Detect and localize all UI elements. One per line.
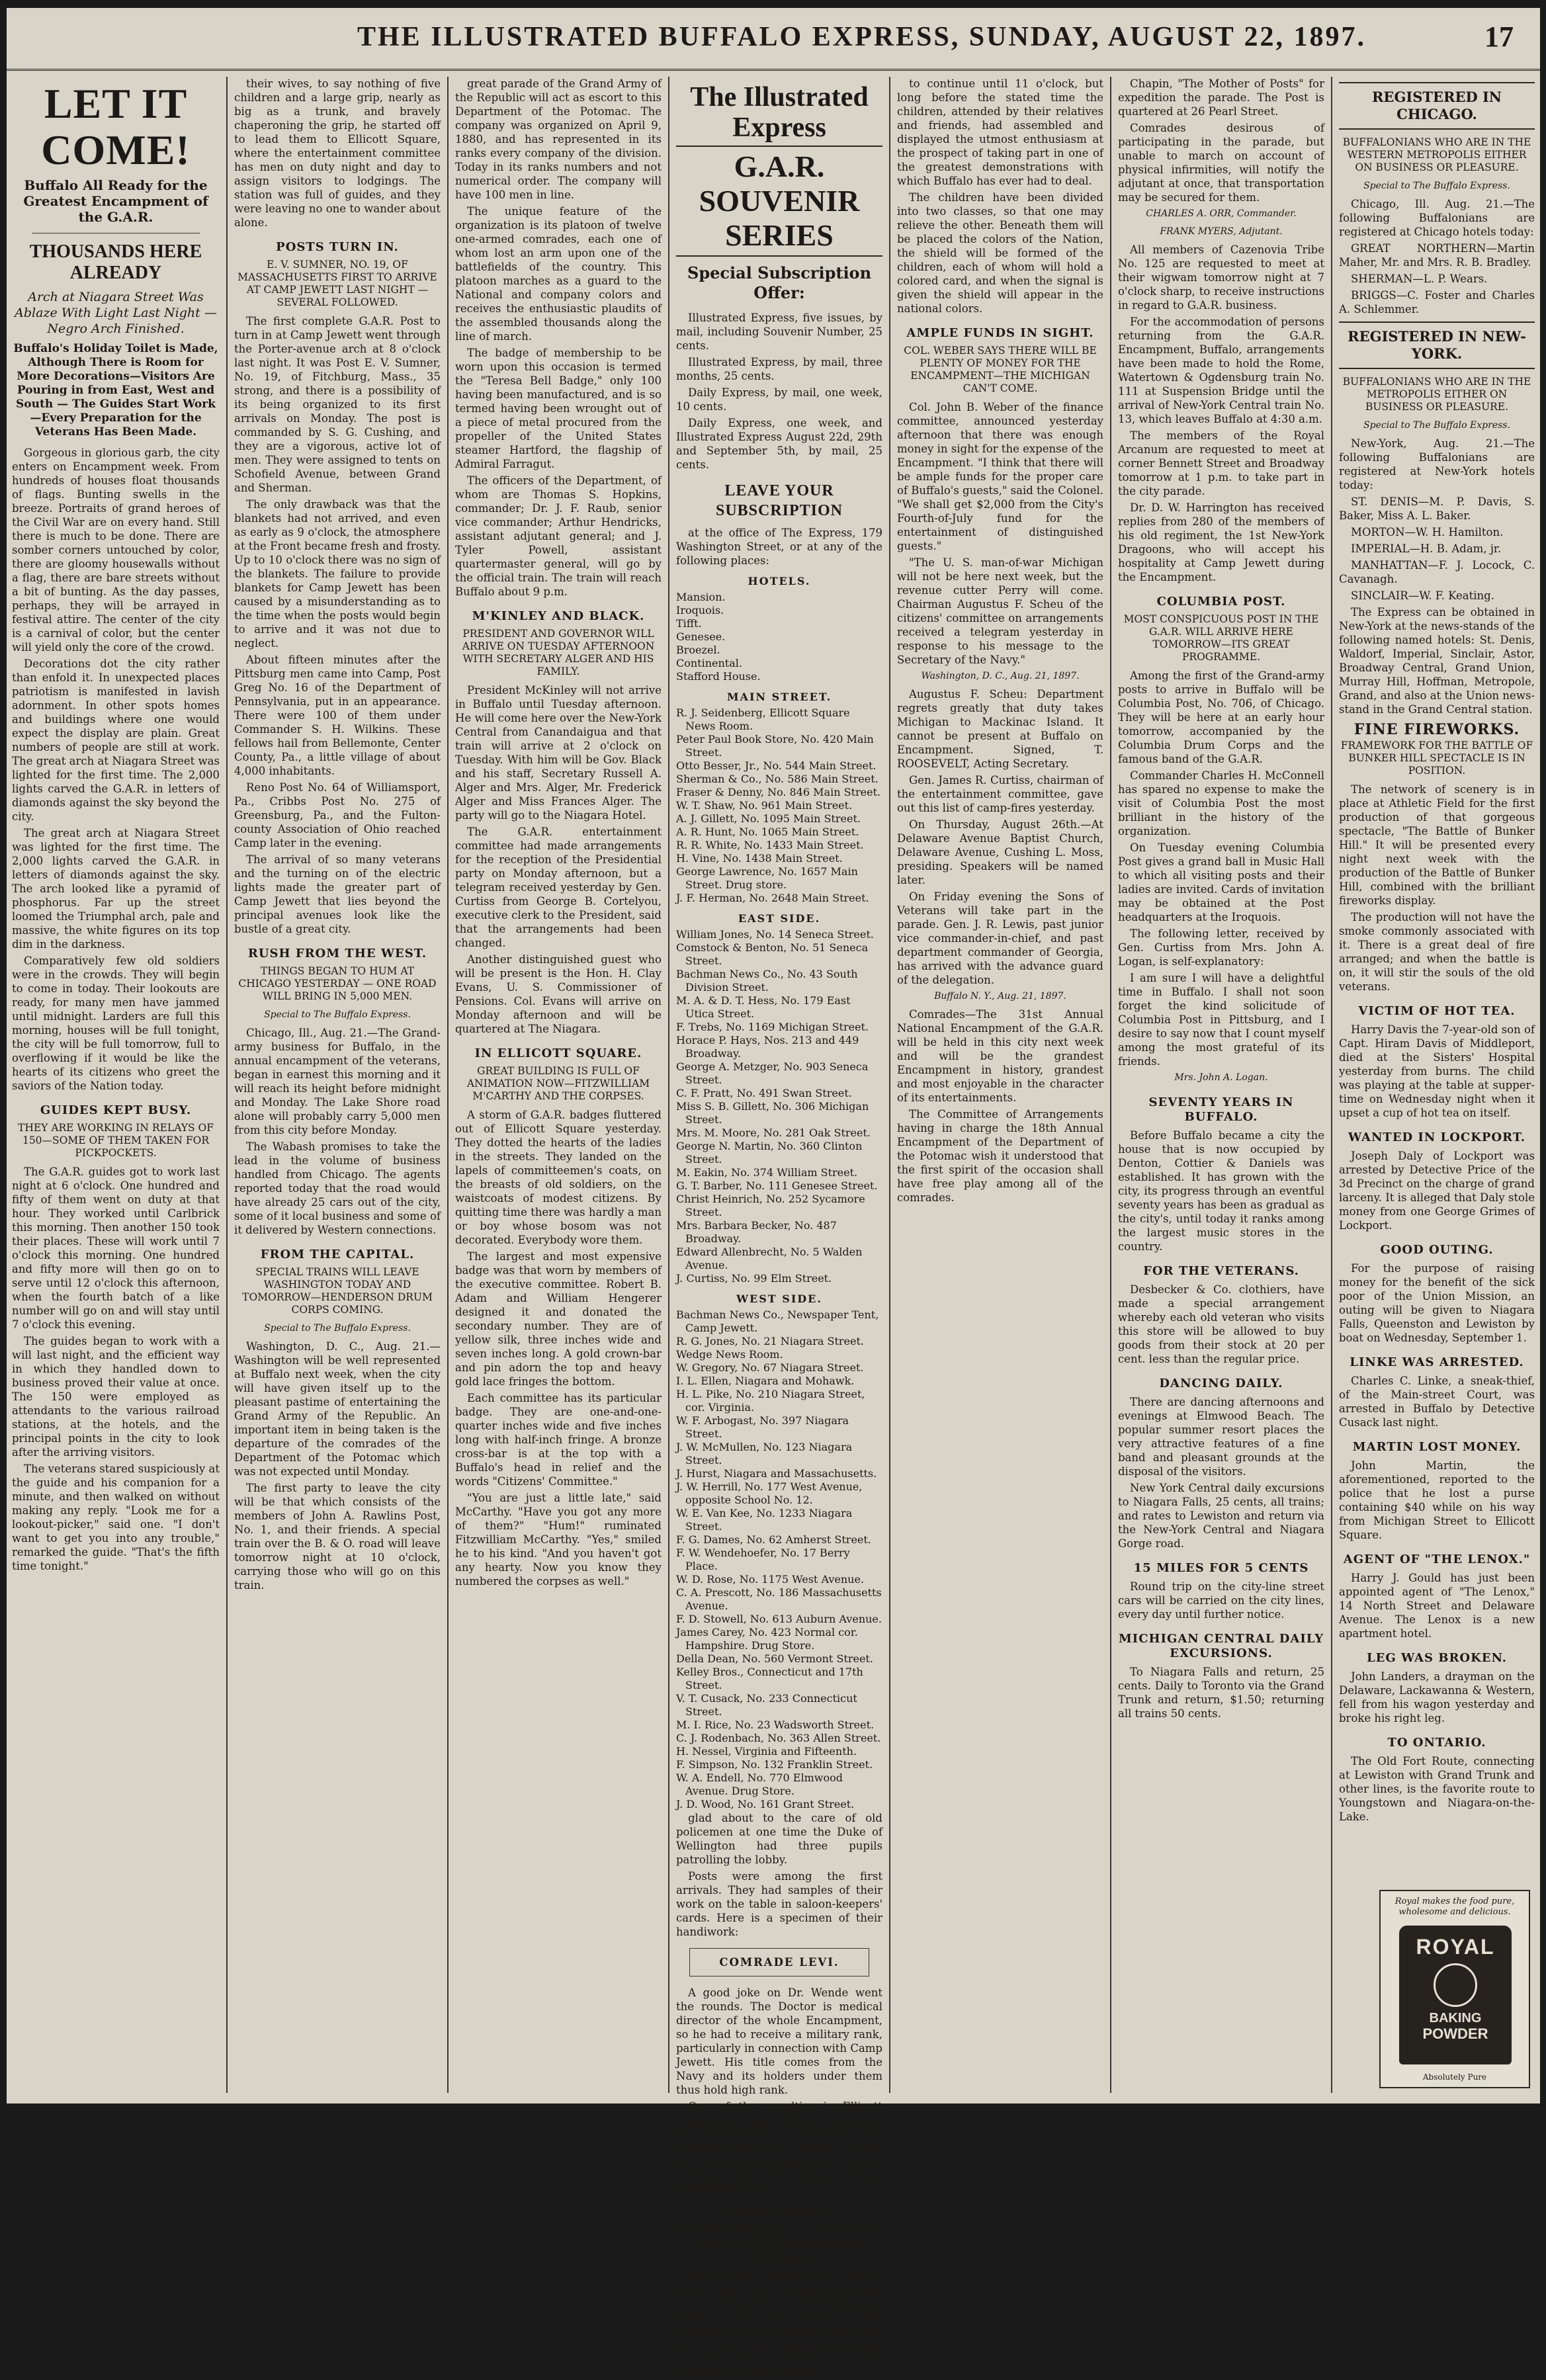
list-heading-east-side: EAST SIDE. <box>738 912 821 925</box>
paragraph: The great arch at Niagara Street was lighted for the first time. The 2,000 lights carved the G.A.R. in letters of diamonds against the sky. The arch looked like a pyramid of phosphorus. Far up the street loomed the Triumphal arch, pale and massive, the white figures on its top dim in the darkness. <box>12 827 220 951</box>
masthead-title: THE ILLUSTRATED BUFFALO EXPRESS, SUNDAY, AUGUST 22, 1897. <box>357 22 1367 52</box>
column-1 <box>7 77 225 2093</box>
paragraph: The network of scenery is in place at Athletic Field for the first production of that gorgeous spectacle, "The Battle of Bunker Hill." It will be presented every night next week with the production of the Battle of Bunker Hill, combined with the brilliant fireworks display. <box>1339 783 1535 907</box>
paragraph: Dr. D. W. Harrington has received replies from 280 of the members of his old regiment, the 1st New-York Dragoons, who will accept his hospitality at Camp Jewett during the Encampment. <box>1118 501 1324 583</box>
list-item: William Jones, No. 14 Seneca Street. <box>676 928 874 941</box>
list-item: J. D. Wood, No. 161 Grant Street. <box>676 1798 855 1810</box>
list-item: Edward Allenbrecht, No. 5 Walden Avenue. <box>676 1246 863 1271</box>
column-2 <box>229 77 446 2093</box>
paragraph: at the office of The Express, 179 Washington Street, or at any of the following places: <box>676 527 882 567</box>
list-item: C. J. Rodenbach, No. 363 Allen Street. <box>676 1732 881 1744</box>
paragraph: One of the novelties in Ellicott Square is a popcorn flag. Small boys are selling them at a cent a size. The favorite, and most catching of the sort is on 7th St bright red. It has a crescent over a star. Many a Mason looked twice at it. <box>676 2100 882 2196</box>
signature: CHARLES A. ORR, Commander. <box>1146 208 1297 219</box>
paragraph: On Thursday, August 26th.—At Delaware Avenue Baptist Church, Delaware Avenue, Cushing L. Moss, presiding. Speakers will be named later. <box>897 818 1103 886</box>
list-item: Broezel. <box>676 644 720 656</box>
newspaper-page <box>7 8 1540 2379</box>
paragraph: Harry Davis the 7-year-old son of Capt. Hiram Davis of Middleport, died at the Sisters' Hospital yesterday from burns. The child was playing at the table at supper-time on Wednesday night when it upset a cup of hot tea on itself. <box>1339 1023 1535 1119</box>
paragraph: Each committee has its particular badge. They are one-and-one-quarter inches wide and five inches long with half-inch fringe. A bronze cross-bar is at the top with a Buffalo's head in relief and the words "Citizens' Committee." <box>455 1392 662 1488</box>
list-item: M. Eakin, No. 374 William Street. <box>676 1166 858 1179</box>
section-deck-fireworks: FRAMEWORK FOR THE BATTLE OF BUNKER HILL SPECTACLE IS IN POSITION. <box>1340 740 1533 777</box>
promo-banner: G.A.R. SOUVENIR SERIES <box>676 146 882 257</box>
paragraph: The only drawback was that the blankets had not arrived, and even as early as 9 o'clock, the atmosphere at the Front became fresh and frosty. Up to 10 o'clock there was no sign of the blankets. The failure to provide blankets for Camp Jewett has been caused by a misunderstanding as to the time when the posts would begin to arrive and it was not due to neglect. <box>234 498 441 650</box>
paragraph: Illustrated Express, five issues, by mail, including Souvenir Number, 25 cents. <box>676 312 882 352</box>
signature: FRANK MYERS, Adjutant. <box>1160 226 1283 237</box>
list-item: Kelley Bros., Connecticut and 17th Street. <box>676 1666 863 1691</box>
section-heading-ellicott: IN ELLICOTT SQUARE. <box>474 1046 642 1060</box>
paragraph: John Martin, the aforementioned, reported to the police that he lost a purse containing $40 while on his way from Michigan Street to Ellicott Square. <box>1339 1459 1535 1541</box>
ad-line-1: BAKING <box>1429 2011 1482 2025</box>
paragraph: Daily Express, by mail, one week, 10 cents. <box>676 386 882 413</box>
section-heading-funds: AMPLE FUNDS IN SIGHT. <box>906 326 1094 340</box>
paragraph: "The U. S. man-of-war Michigan will not be here next week, but the revenue cutter Perry will come. Chairman Augustus F. Scheu of the citizens' committee on arrangements received a telegram yesterday in response to his message to the Secretary of the Navy." <box>897 556 1103 666</box>
paragraph: A storm of G.A.R. badges fluttered out of Ellicott Square yesterday. They dotted the hearts of the ladies in the streets. They landed on the lapels of committeemen's coats, on the breasts of old soldiers, on the waistcoats of modest citizens. By quitting time there was hardly a man or boy whose bosom was not decorated. Everybody wore them. <box>455 1109 662 1246</box>
paragraph: to continue until 11 o'clock, but long before the stated time the children, attended by their relatives and friends, had assembled and displayed the utmost enthusiasm at the prospect of taking part in one of the greatest demonstrations with which Buffalo has ever had to deal. <box>897 77 1103 187</box>
list-item: Christ Heinrich, No. 252 Sycamore Street. <box>676 1193 865 1218</box>
paragraph: Comrades—The 31st Annual National Encampment of the G.A.R. will be held in this city next week and will be the grandest Encampment in history, grandest and most enjoyable in the character of its entertainments. <box>897 1008 1103 1104</box>
paragraph: Gorgeous in glorious garb, the city enters on Encampment week. From hundreds of houses float thousands of flags. Bunting swells in the breeze. Portraits of grand heroes of the Civil War are on every hand. Still there is much to be done. There are somber corners untouched by color, there are gloomy housewalls without a flag, there are bare streets without a bit of bunting. As the day passes, perhaps, they will be arrayed in festival attire. The center of the city is a carnival of color, but the center will yield only the core of the crowd. <box>12 446 220 654</box>
column-rule <box>1110 77 1111 2093</box>
list-item: Iroquois. <box>676 604 724 616</box>
paragraph: The unique feature of the organization is its platoon of twelve one-armed comrades, each one of whom lost an arm upon one of the battlefields of the country. This platoon marches as a guard to the National and company colors and receives the enthusiastic plaudits of the assembled thousands along the line of march. <box>455 205 662 343</box>
list-item: George Lawrence, No. 1657 Main Street. Drug store. <box>676 865 858 891</box>
subheadline-2: THOUSANDS HERE ALREADY <box>29 241 202 283</box>
paragraph: New York Central daily excursions to Niagara Falls, 25 cents, all trains; and rates to Lewiston and return via the New-York Central and Niagara Gorge road. <box>1118 1482 1324 1550</box>
paragraph: All members of Cazenovia Tribe No. 125 are requested to meet at their wigwam tomorrow night at 7 o'clock sharp, to receive instructions in regard to G.A.R. business. <box>1118 243 1324 312</box>
list-item: H. Vine, No. 1438 Main Street. <box>676 852 843 865</box>
paragraph: Before Buffalo became a city the house that is now occupied by Denton, Cottier & Daniels was established. It has grown with the city, its progress through an eventful seventy years has been as gradual as the city's, until today it ranks among the largest music stores in the country. <box>1118 1129 1324 1253</box>
section-heading-lenox: AGENT OF "THE LENOX." <box>1343 1552 1531 1566</box>
list-item: Bachman News Co., Newspaper Tent, Camp Jewett. <box>676 1308 879 1334</box>
paragraph: About fifteen minutes after the Pittsburg men came into Camp, Post Greg No. 16 of the Department of Pennsylvania, put in an appearance. There were 100 of them under Commander S. H. Wilkins. These fellows hail from Bellemonte, Center County, Pa., a little village of about 4,000 inhabitants. <box>234 654 441 777</box>
section-deck-living-shield: FIFTEEN HUNDRED CHILDREN WHO WILL MAKE IT UP REHEARSED YESTERDAY. <box>677 2226 882 2263</box>
list-heading-west-side: WEST SIDE. <box>736 1293 822 1305</box>
section-heading-mckinley: M'KINLEY AND BLACK. <box>472 609 645 623</box>
section-heading-fifteen-miles: 15 MILES FOR 5 CENTS <box>1133 1561 1309 1575</box>
dateline: Special to The Buffalo Express. <box>1363 420 1510 431</box>
subscription-heading: LEAVE YOUR SUBSCRIPTION <box>715 482 843 519</box>
section-heading-seventy-years: SEVENTY YEARS IN BUFFALO. <box>1148 1095 1294 1124</box>
paragraph: The children have been divided into two classes, so that one may relieve the other. Beneath them will be placed the colors of the Nation, the shield will be formed of the children, each of whom will hold a colored card, and when the signal is given the shield will appear in the national colors. <box>897 191 1103 315</box>
paragraph: Under the direction of Charles Hager and Prof. Joseph Mischka, who conducted the 74th-regiment Band, a rehearsal of the 1,500 children who will compose the living shield was held yesterday morning on the band platform at the Elmwood Avenue grounds. <box>676 2270 882 2379</box>
paragraph: The veterans stared suspiciously at the guide and his companion for a minute, and then walked on without making any reply. "Look me for a lookout-picker," said one. "I don't want to get you into any trouble," remarked the guide. "That's the fifth time tonight." <box>12 1463 220 1572</box>
section-heading-leg-broken: LEG WAS BROKEN. <box>1366 1651 1508 1665</box>
list-item: A. J. Gillett, No. 1095 Main Street. <box>676 812 861 825</box>
paragraph: BRIGGS—C. Foster and Charles A. Schlemmer. <box>1339 289 1535 316</box>
list-item: Sherman & Co., No. 586 Main Street. <box>676 773 879 785</box>
paragraph: A good joke on Dr. Wende went the rounds. The Doctor is medical director of the whole Encampment, so he had to receive a military rank, particularly in connection with Camp Jewett. His title comes from the Navy and its holders under them thus hold high rank. <box>676 1986 882 2096</box>
section-heading-hot-tea: VICTIM OF HOT TEA. <box>1358 1004 1516 1018</box>
west-side-list <box>676 1308 882 1811</box>
paragraph: IMPERIAL—H. B. Adam, jr. <box>1351 542 1502 555</box>
ad-brand: ROYAL <box>1416 1935 1495 1959</box>
paragraph: President McKinley will not arrive in Buffalo until Tuesday afternoon. He will come here over the New-York Central from Canandaigua and that train will arrive at 2 o'clock on Tuesday. With him will be Gov. Black and his staff, Secretary Russell A. Alger and Mrs. Alger, Mr. Frederick Alger and Miss Frances Alger. The party will go to the Niagara Hotel. <box>455 684 662 822</box>
promo-title: The Illustrated Express <box>690 82 869 143</box>
column-3 <box>450 77 667 2093</box>
paragraph: For the purpose of raising money for the benefit of the sick poor of the Union Mission, an outing will be given to Niagara Falls, Queenston and Lewiston by boat on Wednesday, September 1. <box>1339 1262 1535 1344</box>
list-item: W. D. Rose, No. 1175 West Avenue. <box>676 1573 865 1586</box>
subheadline-3: Arch at Niagara Street Was Ablaze With Light Last Night — Negro Arch Finished. <box>15 290 217 336</box>
list-item: Peter Paul Book Store, No. 420 Main Street. <box>676 733 874 759</box>
paragraph: ST. DENIS—M. P. Davis, S. Baker, Miss A. L. Baker. <box>1339 495 1535 522</box>
paragraph: The Express can be obtained in New-York at the news-stands of the following named hotels: St. Denis, Waldorf, Imperial, Sinclair, Astor, Broadway Central, Grand Union, Murray Hill, Hoffman, Metropole, Grand, and also at the Union news-stand in the Grand Central station. <box>1339 606 1535 716</box>
dateline: Buffalo N. Y., Aug. 21, 1897. <box>934 991 1066 1001</box>
paragraph: Another distinguished guest who will be present is the Hon. H. Clay Evans, U. S. Commissioner of Pensions. Col. Evans will arrive on Monday afternoon and will be quartered at The Niagara. <box>455 953 662 1035</box>
column-rule <box>447 77 449 2093</box>
story-deck: Buffalo's Holiday Toilet is Made, Although There is Room for More Decorations—Visitors Are Pouring in from East, West and South — The Guides Start Work—Every Preparation for the Veterans Has Been Made. <box>13 342 218 439</box>
section-deck-posts: E. V. SUMNER, NO. 19, OF MASSACHUSETTS FIRST TO ARRIVE AT CAMP JEWETT LAST NIGHT — SEVERAL FOLLOWED. <box>237 259 437 308</box>
list-item: Mrs. Barbara Becker, No. 487 Broadway. <box>676 1219 837 1245</box>
list-item: C. F. Pratt, No. 491 Swan Street. <box>676 1087 852 1099</box>
section-heading-ontario: TO ONTARIO. <box>1387 1736 1486 1750</box>
ad-tagline: Royal makes the food pure, wholesome and delicious. <box>1395 1896 1515 1917</box>
dateline: Special to The Buffalo Express. <box>264 1323 411 1334</box>
list-item: R. R. White, No. 1433 Main Street. <box>676 839 864 851</box>
section-heading-registered-new-york: REGISTERED IN NEW-YORK. <box>1339 321 1535 369</box>
paragraph: The G.A.R. entertainment committee had made arrangements for the reception of the Presidential party on Monday afternoon, but a telegram received yesterday by Gen. Curtiss from George B. Cortelyou, executive clerk to the President, said that the arrangements had been changed. <box>455 826 662 949</box>
section-heading-linke: LINKE WAS ARRESTED. <box>1350 1355 1524 1369</box>
list-item: Tifft. <box>676 617 702 630</box>
column-5 <box>892 77 1109 2093</box>
paragraph: To Niagara Falls and return, 25 cents. Daily to Toronto via the Grand Trunk and return, $1.50; returning all trains 50 cents. <box>1118 1666 1324 1720</box>
baking-powder-can-icon <box>1399 1926 1512 2064</box>
paragraph: Comrades desirous of participating in the parade, but unable to march on account of physical infirmities, will notify the adjutant at once, that transportation may be secured for them. <box>1118 122 1324 204</box>
paragraph: Decorations dot the city rather than enfold it. In unexpected places patriotism is manifested in lavish adornment. In other spots homes and buildings where one would expect the display are plain. Great numbers of people are still at work. The great arch at Niagara Street was lighted for the first time. The 2,000 lights carved the G.A.R. in letters of diamonds against the sky beyond the city. <box>12 658 220 823</box>
ad-footer: Absolutely Pure <box>1422 2072 1487 2082</box>
paragraph: The first complete G.A.R. Post to turn in at Camp Jewett went through the Porter-avenue arch at 8 o'clock last night. It was Post E. V. Sumner, No. 19, of Fitchburg, Mass., 35 strong, and there is a possibility of its being organized to its first arrivals on Monday. The post is commanded by S. G. Cushing, and they are a vigorous, active lot of men. They were assigned to tents on Schofield Avenue, between Grand and Sherman. <box>234 315 441 494</box>
list-item: James Carey, No. 423 Normal cor. Hampshire. Drug Store. <box>676 1626 858 1652</box>
section-deck-funds: COL. WEBER SAYS THERE WILL BE PLENTY OF MONEY FOR THE ENCAMPMENT—THE MICHIGAN CAN'T COME. <box>904 345 1097 394</box>
paragraph: The guides began to work with a will last night, and the efficient way in which they handled down to business proved their value at once. The 150 were employed as attendants to the various railroad stations, at the hotels, and the principal points in the city to look after the arriving visitors. <box>12 1335 220 1459</box>
promo-subtitle: Special Subscription Offer: <box>687 263 872 302</box>
list-item: F. W. Wendehoefer, No. 17 Berry Place. <box>676 1547 850 1572</box>
paragraph: Joseph Daly of Lockport was arrested by Detective Price of the 3d Precinct on the charge of grand larceny. It is alleged that Daly stole money from one George Grimes of Lockport. <box>1339 1150 1535 1232</box>
column-6 <box>1113 77 1330 2093</box>
list-item: G. T. Barber, No. 111 Genesee Street. <box>676 1179 878 1192</box>
list-item: George N. Martin, No. 360 Clinton Street. <box>676 1140 863 1166</box>
paragraph: Illustrated Express, by mail, three months, 25 cents. <box>676 356 882 382</box>
list-item: Continental. <box>676 657 742 669</box>
subheadline-1: Buffalo All Ready for the Greatest Encampment of the G.A.R. <box>23 177 208 225</box>
dateline: Special to The Buffalo Express. <box>1363 181 1510 191</box>
list-item: M. A. & D. T. Hess, No. 179 East Utica Street. <box>676 994 851 1020</box>
paragraph: On Friday evening the Sons of Veterans will take part in the parade. Gen. J. R. Lewis, past junior vice commander-in-chief, and past department commander of Georgia, has arrived with the advance guard of the delegation. <box>897 890 1103 986</box>
paragraph: The production will not have the smoke commonly associated with it. There is a great deal of fire arranged; and when the battle is on, it will stir the souls of the old veterans. <box>1339 911 1535 993</box>
paragraph: The G.A.R. guides got to work last night at 6 o'clock. One hundred and fifty of them went on duty at that hour. They worked until Carlbrick this morning. Then another 150 took their places. These will work until 7 o'clock this morning. One hundred and fifty more will then go on to serve until 12 o'clock this afternoon, when the fourth batch of a like number will go on and will stay until 7 o'clock this evening. <box>12 1166 220 1331</box>
list-item: F. D. Stowell, No. 613 Auburn Avenue. <box>676 1613 882 1625</box>
paragraph: The Old Fort Route, connecting at Lewiston with Grand Trunk and other lines, is the favorite route to Youngstown and Niagara-on-the-Lake. <box>1339 1755 1535 1823</box>
list-item: J. Hurst, Niagara and Massachusetts. <box>676 1467 877 1480</box>
list-item: W. Gregory, No. 67 Niagara Street. <box>676 1361 864 1374</box>
hotels-list <box>676 591 882 683</box>
ad-line-2: POWDER <box>1422 2025 1488 2042</box>
list-item: Della Dean, No. 560 Vermont Street. <box>676 1652 873 1665</box>
paragraph: Commander Charles H. McConnell has spared no expense to make the visit of Columbia Post the most brilliant in the history of the organization. <box>1118 769 1324 837</box>
section-deck-columbia-post: MOST CONSPICUOUS POST IN THE G.A.R. WILL ARRIVE HERE TOMORROW—ITS GREAT PROGRAMME. <box>1123 613 1319 663</box>
paragraph: On Tuesday evening Columbia Post gives a grand ball in Music Hall to which all visiting posts and their ladies are invited. Cards of invitation may be obtained at the Post headquarters at the Iroquois. <box>1118 841 1324 923</box>
section-deck-guides: THEY ARE WORKING IN RELAYS OF 150—SOME OF THEM TAKEN FOR PICKPOCKETS. <box>17 1122 214 1159</box>
paragraph: Comparatively few old soldiers were in the crowds. They will begin to come in today. Their lookouts are ready, for many men have jammed until midnight. Larders are full this morning, houses will be full tonight, the city will be full tomorrow, full to overflowing if it would be like the hearts of its citizens who greet the saviors of the Nation today. <box>12 955 220 1092</box>
section-heading-martin: MARTIN LOST MONEY. <box>1352 1440 1522 1454</box>
paragraph: Chicago, Ill., Aug. 21.—The Grand-army business for Buffalo, in the annual encampment of the veterans, began in earnest this morning and it will reach its height before midnight and Monday. The Lake Shore road alone will probably carry 5,000 men from this city before Monday. <box>234 1027 441 1136</box>
list-item: Miss S. B. Gillett, No. 306 Michigan Street. <box>676 1100 869 1126</box>
paragraph: Reno Post No. 64 of Williamsport, Pa., Cribbs Post No. 275 of Greensburg, Pa., and the Fulton-county Association of Ohio reached Camp later in the evening. <box>234 781 441 849</box>
paragraph: MANHATTAN—F. J. Locock, C. Cavanagh. <box>1339 559 1535 585</box>
list-item: Bachman News Co., No. 43 South Division Street. <box>676 968 858 994</box>
section-heading-fireworks: FINE FIREWORKS. <box>1353 721 1520 738</box>
emblem-icon <box>1434 1963 1477 2007</box>
list-item: Horace P. Hays, Nos. 213 and 449 Broadway. <box>676 1034 859 1060</box>
paragraph: New-York, Aug. 21.—The following Buffalonians are registered at New-York hotels today: <box>1339 437 1535 491</box>
list-item: Comstock & Benton, No. 51 Seneca Street. <box>676 941 869 967</box>
paragraph: Round trip on the city-line street cars will be carried on the city lines, every day until further notice. <box>1118 1580 1324 1621</box>
section-heading-capital: FROM THE CAPITAL. <box>260 1248 415 1261</box>
paragraph: "You are just a little late," said McCarthy. "Have you got any more of them?" "Hum!" ruminated Fitzwilliam McCarthy. "Yes," smiled he to his kind. "And you haven't got any hearty. Now you know they numbered the corpses as well." <box>455 1492 662 1588</box>
list-item: C. A. Prescott, No. 186 Massachusetts Avenue. <box>676 1586 882 1612</box>
paragraph: I am sure I will have a delightful time in Buffalo. I shall not soon forget the kind solicitude of Columbia Post in Pittsburg, and I desire to say now that I count myself among the most grateful of its friends. <box>1118 972 1324 1068</box>
section-heading-columbia-post: COLUMBIA POST. <box>1156 595 1286 609</box>
paragraph: The Committee of Arrangements having in charge the 18th Annual Encampment of the Department of the Potomac wish it understood that the first spirit of the occasion shall have free play among all of the comrades. <box>897 1108 1103 1204</box>
list-item: Mrs. M. Moore, No. 281 Oak Street. <box>676 1126 871 1139</box>
list-item: Wedge News Room. <box>676 1348 783 1361</box>
section-heading-michigan-central: MICHIGAN CENTRAL DAILY EXCURSIONS. <box>1118 1632 1324 1660</box>
list-item: V. T. Cusack, No. 233 Connecticut Street. <box>676 1692 857 1718</box>
column-rule <box>226 77 228 2093</box>
section-heading-dancing: DANCING DAILY. <box>1159 1377 1283 1390</box>
paragraph: The members of the Royal Arcanum are requested to meet at corner Bennett Street and Broadway tomorrow at 1 p.m. to take part in the city parade. <box>1118 429 1324 497</box>
list-item: Mansion. <box>676 591 726 603</box>
headline-let-it-come: LET IT COME! <box>41 80 191 173</box>
paragraph: The first party to leave the city will be that which consists of the members of John A. Rawlins Post, No. 1, and their friends. A special train over the B. & O. road will leave tomorrow night at 10 o'clock, carrying those who will go on this train. <box>234 1482 441 1592</box>
paragraph: The badge of membership to be worn upon this occasion is termed the "Teresa Bell Badge," only 100 having been manufactured, and is so termed having been wrought out of a piece of metal procured from the propeller of the United States steamer Hartford, the flagship of Admiral Farragut. <box>455 347 662 470</box>
section-heading-good-outing: GOOD OUTING. <box>1380 1243 1494 1257</box>
section-heading-registered-chicago: REGISTERED IN CHICAGO. <box>1339 82 1535 130</box>
list-item: A. R. Hunt, No. 1065 Main Street. <box>676 826 859 838</box>
paragraph: Desbecker & Co. clothiers, have made a special arrangement whereby each old veteran who visits this store will be allowed to buy goods from their stock at 20 per cent. less than the regular price. <box>1118 1283 1324 1365</box>
section-deck-registered-new-york: BUFFALONIANS WHO ARE IN THE METROPOLIS EITHER ON BUSINESS OR PLEASURE. <box>1342 376 1531 413</box>
column-rule <box>668 77 669 2093</box>
paragraph: The largest and most expensive badge was that worn by members of the executive committee. Robert B. Adam and William Hengerer designed it and donated the secondary number. They are of yellow silk, three inches wide and seven inches long. A gold crown-bar and pin adorn the top and heavy gold lace fringes the bottom. <box>455 1250 662 1388</box>
paragraph: John Landers, a drayman on the Delaware, Lackawanna & Western, fell from his wagon yesterday and broke his right leg. <box>1339 1670 1535 1724</box>
column-7 <box>1334 77 1540 1885</box>
dateline: Washington, D. C., Aug. 21, 1897. <box>921 671 1080 681</box>
paragraph: The following letter, received by Gen. Curtiss from Mrs. John A. Logan, is self-explanatory: <box>1118 927 1324 968</box>
section-heading-lockport: WANTED IN LOCKPORT. <box>1348 1130 1526 1144</box>
list-item: J. F. Herman, No. 2648 Main Street. <box>676 892 869 904</box>
section-deck-registered-chicago: BUFFALONIANS WHO ARE IN THE WESTERN METROPOLIS EITHER ON BUSINESS OR PLEASURE. <box>1342 136 1531 173</box>
paragraph: SINCLAIR—W. F. Keating. <box>1351 589 1494 602</box>
list-item: Stafford House. <box>676 670 761 683</box>
divider <box>32 233 200 234</box>
section-heading-veterans: FOR THE VETERANS. <box>1143 1264 1299 1278</box>
dateline: Special to The Buffalo Express. <box>264 1009 411 1020</box>
list-item: W. A. Endell, No. 770 Elmwood Avenue. Drug Store. <box>676 1771 843 1797</box>
royal-baking-powder-ad <box>1379 1890 1530 2088</box>
paragraph: Posts were among the first arrivals. They had samples of their work on the table in saloon-keepers' cards. Here is a specimen of their handiwork: <box>676 1870 882 1938</box>
section-heading-posts: POSTS TURN IN. <box>276 240 399 254</box>
section-heading-guides: GUIDES KEPT BUSY. <box>40 1103 192 1117</box>
list-item: J. W. Herrill, No. 177 West Avenue, opposite School No. 12. <box>676 1480 863 1506</box>
paragraph: Daily Express, one week, and Illustrated Express August 22d, 29th and September 5th, by mail, 25 cents. <box>676 417 882 471</box>
paragraph: Augustus F. Scheu: Department regrets greatly that duty takes Michigan to Mackinac Island. It cannot be present at Buffalo on Encampment. Signed, T. ROOSEVELT, Acting Secretary. <box>897 688 1103 770</box>
paragraph: great parade of the Grand Army of the Republic will act as escort to this Department of the Potomac. The company was organized on April 9, 1880, and has represented in its ranks every company of the division. Today in its ranks numbers and not numerical order. The company will have 100 men in line. <box>455 77 662 201</box>
signature: Mrs. John A. Logan. <box>1174 1072 1268 1083</box>
list-item: F. Trebs, No. 1169 Michigan Street. <box>676 1021 869 1033</box>
column-rule <box>1331 77 1332 2093</box>
list-heading-main-street: MAIN STREET. <box>726 691 832 703</box>
list-item: F. Simpson, No. 132 Franklin Street. <box>676 1758 873 1771</box>
list-item: George A. Metzger, No. 903 Seneca Street. <box>676 1060 869 1086</box>
paragraph: The arrival of so many veterans and the turning on of the electric lights made the greater part of Camp Jewett that lies beyond the principal avenues look like the bustle of a great city. <box>234 853 441 935</box>
list-item: J. W. McMullen, No. 123 Niagara Street. <box>676 1441 853 1466</box>
paragraph: glad about to the care of old policemen at one time the Duke of Wellington had three pupils patrolling the lobby. <box>676 1812 882 1866</box>
list-item: J. Curtiss, No. 99 Elm Street. <box>676 1272 832 1285</box>
paragraph: Chicago, Ill. Aug. 21.—The following Buffalonians are registered at Chicago hotels today: <box>1339 198 1535 238</box>
list-item: R. G. Jones, No. 21 Niagara Street. <box>676 1335 864 1347</box>
east-side-list <box>676 928 882 1285</box>
list-heading-hotels: HOTELS. <box>748 575 811 587</box>
paragraph: There are dancing afternoons and evenings at Elmwood Beach. The popular summer resort places the very attractive features of a fine band and pleasant grounds at the disposal of the visitors. <box>1118 1396 1324 1478</box>
section-heading-rush: RUSH FROM THE WEST. <box>247 947 427 960</box>
list-item: H. Nessel, Virginia and Fifteenth. <box>676 1745 857 1758</box>
section-heading-living-shield: LIVING SHIELD. <box>719 2207 839 2221</box>
masthead <box>7 8 1540 71</box>
list-item: W. E. Van Kee, No. 1233 Niagara Street. <box>676 1507 853 1533</box>
list-item: H. L. Pike, No. 210 Niagara Street, cor. Virginia. <box>676 1388 865 1414</box>
main-street-list <box>676 706 882 905</box>
page-number: 17 <box>1484 21 1514 53</box>
section-deck-rush: THINGS BEGAN TO HUM AT CHICAGO YESTERDAY — ONE ROAD WILL BRING IN 5,000 MEN. <box>238 965 437 1002</box>
paragraph: MORTON—W. H. Hamilton. <box>1351 526 1504 538</box>
paragraph: Harry J. Gould has just been appointed agent of "The Lenox," 14 North Street and Delaware Avenue. The Lenox is a new apartment hotel. <box>1339 1572 1535 1640</box>
paragraph: For the accommodation of persons returning from the G.A.R. Encampment, Buffalo, arrangements have been made to hold the Rome, Watertown & Ogdensburg train No. 111 at Suspension Bridge until the arrival of New-York Central train No. 13, which leaves Buffalo at 4:30 a.m. <box>1118 316 1324 425</box>
comrade-levi-box: COMRADE LEVI. <box>689 1948 869 1976</box>
paragraph: SHERMAN—L. P. Wears. <box>1351 273 1488 285</box>
column-4 <box>671 77 888 2379</box>
paragraph: Gen. James R. Curtiss, chairman of the entertainment committee, gave out this list of camp-fires yesterday. <box>897 774 1103 814</box>
list-item: W. T. Shaw, No. 961 Main Street. <box>676 799 853 812</box>
list-item: I. L. Ellen, Niagara and Mohawk. <box>676 1375 855 1387</box>
paragraph: The officers of the Department, of whom are Thomas S. Hopkins, commander; Dr. J. F. Raub, senior vice commander; Arthur Hendricks, assistant adjutant general; and J. Tyler Powell, assistant quartermaster general, will go by the official train. The train will reach Buffalo about 9 p.m. <box>455 474 662 598</box>
paragraph: Among the first of the Grand-army posts to arrive in Buffalo will be Columbia Post, No. 706, of Chicago. They will be here at an early hour tomorrow, accompanied by the Columbia Drum Corps and the famous band of the G.A.R. <box>1118 669 1324 765</box>
list-item: F. G. Dames, No. 62 Amherst Street. <box>676 1533 871 1546</box>
paragraph: Col. John B. Weber of the finance committee, announced yesterday afternoon that there was enough money in sight for the expense of the Encampment. "I think that there will be ample funds for the proper care of Buffalo's guests," said the Colonel. "We shall get $2,000 from the City's Fourth-of-July fund for the entertainment of distinguished guests." <box>897 401 1103 552</box>
paragraph: their wives, to say nothing of five children and a large grip, nearly as big as a trunk, and bravely chaperoning the grip, he started off to lead them to Ellicott Square, where the entertainment committee has men on duty night and day to assign visitors to lodgings. The station was full of guides, and they were leaving no one to wander about alone. <box>234 77 441 229</box>
paragraph: Chapin, "The Mother of Posts" for expedition the parade. The Post is quartered at 26 Pearl Street. <box>1118 77 1324 118</box>
list-item: M. I. Rice, No. 23 Wadsworth Street. <box>676 1719 875 1731</box>
paragraph: Washington, D. C., Aug. 21.—Washington will be well represented at Buffalo next week, when the city will have given itself up to the pleasant pastime of entertaining the Grand Army of the Republic. An important item in being taken is the departure of the comrades of the Department of the Potomac which was not expected until Monday. <box>234 1340 441 1478</box>
list-item: Fraser & Denny, No. 846 Main Street. <box>676 786 881 798</box>
list-item: R. J. Seidenberg, Ellicott Square News Room. <box>676 706 850 732</box>
section-deck-ellicott: GREAT BUILDING IS FULL OF ANIMATION NOW—FITZWILLIAM M'CARTHY AND THE CORPSES. <box>466 1065 650 1102</box>
paragraph: GREAT NORTHERN—Martin Maher, Mr. and Mrs. R. B. Bradley. <box>1339 242 1535 269</box>
paragraph: Charles C. Linke, a sneak-thief, of the Main-street Court, was arrested in Buffalo by Detective Cusack last night. <box>1339 1375 1535 1429</box>
section-deck-mckinley: PRESIDENT AND GOVERNOR WILL ARRIVE ON TUESDAY AFTERNOON WITH SECRETARY ALGER AND HIS FAMILY. <box>462 628 655 677</box>
section-deck-capital: SPECIAL TRAINS WILL LEAVE WASHINGTON TODAY AND TOMORROW—HENDERSON DRUM CORPS COMING. <box>242 1266 433 1316</box>
list-item: Genesee. <box>676 630 726 643</box>
column-rule <box>889 77 890 2093</box>
list-item: W. F. Arbogast, No. 397 Niagara Street. <box>676 1414 849 1440</box>
list-item: Otto Besser, Jr., No. 544 Main Street. <box>676 759 877 772</box>
paragraph: The Wabash promises to take the lead in the volume of business handled from Chicago. The agents reported today that the road would have already 25 cars out of the city, some of it local business and some of it delivered by Western connections. <box>234 1140 441 1236</box>
